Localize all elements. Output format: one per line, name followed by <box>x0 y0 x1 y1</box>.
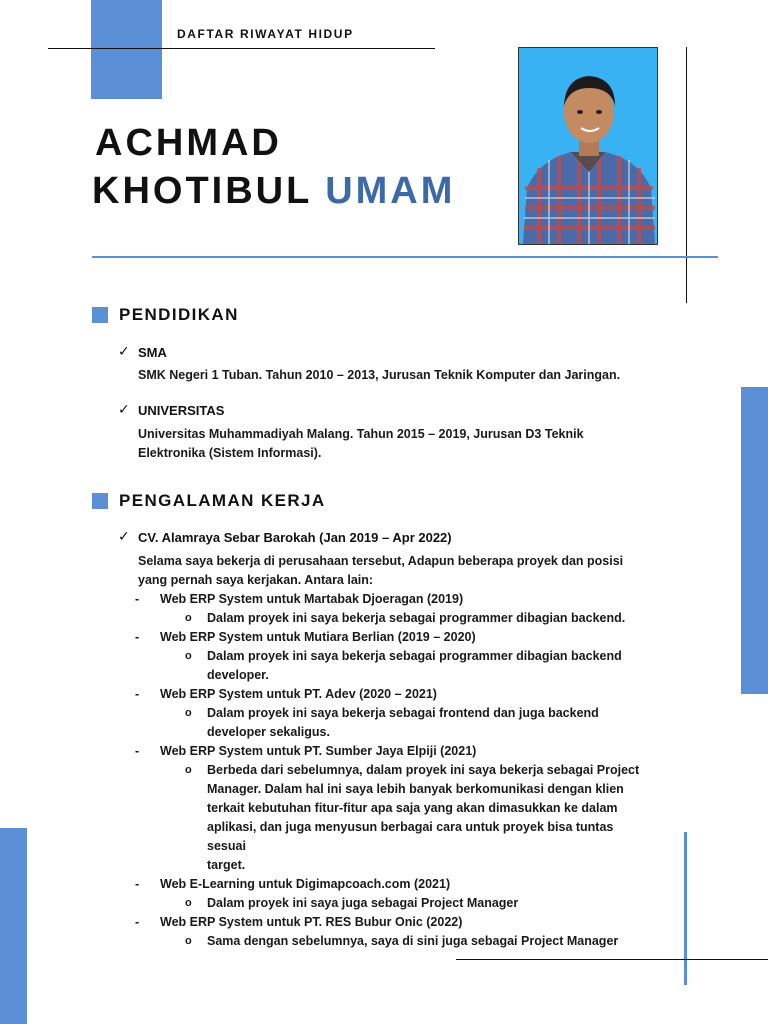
name-line-1 <box>95 124 282 162</box>
project-title: Web ERP System untuk Mutiara Berlian (2019 – 2020) <box>160 630 476 644</box>
circle-bullet: o <box>185 897 192 909</box>
project-item <box>135 742 655 761</box>
project-desc-line: target. <box>207 858 246 872</box>
project-item <box>135 628 655 647</box>
header-divider <box>92 256 718 258</box>
dash-bullet: - <box>135 877 140 891</box>
project-desc <box>135 609 655 628</box>
project-desc <box>135 932 655 951</box>
experience-heading <box>92 491 326 511</box>
education-text-university-line2: Elektronika (Sistem Informasi). <box>138 446 322 460</box>
education-text-university-line1: Universitas Muhammadiyah Malang. Tahun 2015 – 2019, Jurusan D3 Teknik <box>138 427 584 441</box>
circle-bullet: o <box>185 612 192 624</box>
dash-bullet: - <box>135 592 140 606</box>
project-desc-line: Dalam proyek ini saya bekerja sebagai programmer dibagian backend <box>207 649 622 663</box>
checkmark-icon: ✓ <box>118 528 130 544</box>
project-title: Web ERP System untuk PT. Sumber Jaya Elpiji (2021) <box>160 744 477 758</box>
bottom-vertical-rule <box>684 832 687 985</box>
circle-bullet: o <box>185 650 192 662</box>
education-heading <box>92 305 239 325</box>
project-desc-line: aplikasi, dan juga menyusun berbagai cara untuk proyek bisa tuntas sesuai <box>207 820 614 853</box>
experience-intro-line2: yang pernah saya kerjakan. Antara lain: <box>138 573 374 587</box>
project-desc <box>135 761 655 875</box>
circle-bullet: o <box>185 764 192 776</box>
education-label-sma: SMA <box>138 345 167 360</box>
project-title: Web ERP System untuk PT. Adev (2020 – 2021) <box>160 687 437 701</box>
top-rule <box>48 48 435 49</box>
experience-heading-text: PENGALAMAN KERJA <box>119 491 326 510</box>
project-desc <box>135 704 655 742</box>
project-item <box>135 685 655 704</box>
project-item <box>135 590 655 609</box>
bottom-rule <box>456 959 768 960</box>
project-list <box>135 590 655 951</box>
project-desc-line: Dalam proyek ini saya bekerja sebagai programmer dibagian backend. <box>207 611 626 625</box>
profile-photo <box>518 47 658 245</box>
experience-intro-line1: Selama saya bekerja di perusahaan tersebut, Adapun beberapa proyek dan posisi <box>138 554 624 568</box>
dash-bullet: - <box>135 687 140 701</box>
circle-bullet: o <box>185 707 192 719</box>
project-desc-line: Dalam proyek ini saya juga sebagai Project Manager <box>207 896 519 910</box>
project-desc-line: developer sekaligus. <box>207 725 330 739</box>
checkmark-icon: ✓ <box>118 343 130 359</box>
project-desc-line: Manager. Dalam hal ini saya lebih banyak berkomunikasi dengan klien <box>207 782 624 796</box>
left-edge-accent-block <box>0 828 27 1024</box>
right-edge-accent-block <box>741 387 768 694</box>
project-title: Web ERP System untuk Martabak Djoeragan (2019) <box>160 592 464 606</box>
project-desc-line: Berbeda dari sebelumnya, dalam proyek ini saya bekerja sebagai Project <box>207 763 640 777</box>
top-left-accent-block <box>91 0 162 99</box>
circle-bullet: o <box>185 935 192 947</box>
project-desc-line: Dalam proyek ini saya bekerja sebagai frontend dan juga backend <box>207 706 599 720</box>
project-item <box>135 913 655 932</box>
project-desc-line: terkait kebutuhan fitur-fitur apa saja yang akan dimasukkan ke dalam <box>207 801 618 815</box>
education-label-university: UNIVERSITAS <box>138 403 225 418</box>
education-text-sma: SMK Negeri 1 Tuban. Tahun 2010 – 2013, Jurusan Teknik Komputer dan Jaringan. <box>138 368 621 382</box>
project-desc <box>135 647 655 685</box>
portrait-illustration <box>519 48 657 244</box>
section-square-icon <box>92 307 108 323</box>
middle-name: KHOTIBUL <box>92 170 312 212</box>
first-name: ACHMAD <box>95 122 282 164</box>
section-square-icon <box>92 493 108 509</box>
name-line-2 <box>92 172 455 210</box>
last-name: UMAM <box>325 170 456 212</box>
education-heading-text: PENDIDIKAN <box>119 305 239 324</box>
right-vertical-rule <box>686 47 687 303</box>
dash-bullet: - <box>135 744 140 758</box>
project-item <box>135 875 655 894</box>
project-title: Web ERP System untuk PT. RES Bubur Onic (2022) <box>160 915 463 929</box>
checkmark-icon: ✓ <box>118 401 130 417</box>
dash-bullet: - <box>135 630 140 644</box>
project-desc-line: developer. <box>207 668 269 682</box>
project-title: Web E-Learning untuk Digimapcoach.com (2021) <box>160 877 451 891</box>
project-desc <box>135 894 655 913</box>
dash-bullet: - <box>135 915 140 929</box>
document-title: DAFTAR RIWAYAT HIDUP <box>177 27 354 41</box>
project-desc-line: Sama dengan sebelumnya, saya di sini juga sebagai Project Manager <box>207 934 619 948</box>
company-name: CV. Alamraya Sebar Barokah (Jan 2019 – Apr 2022) <box>138 530 452 545</box>
